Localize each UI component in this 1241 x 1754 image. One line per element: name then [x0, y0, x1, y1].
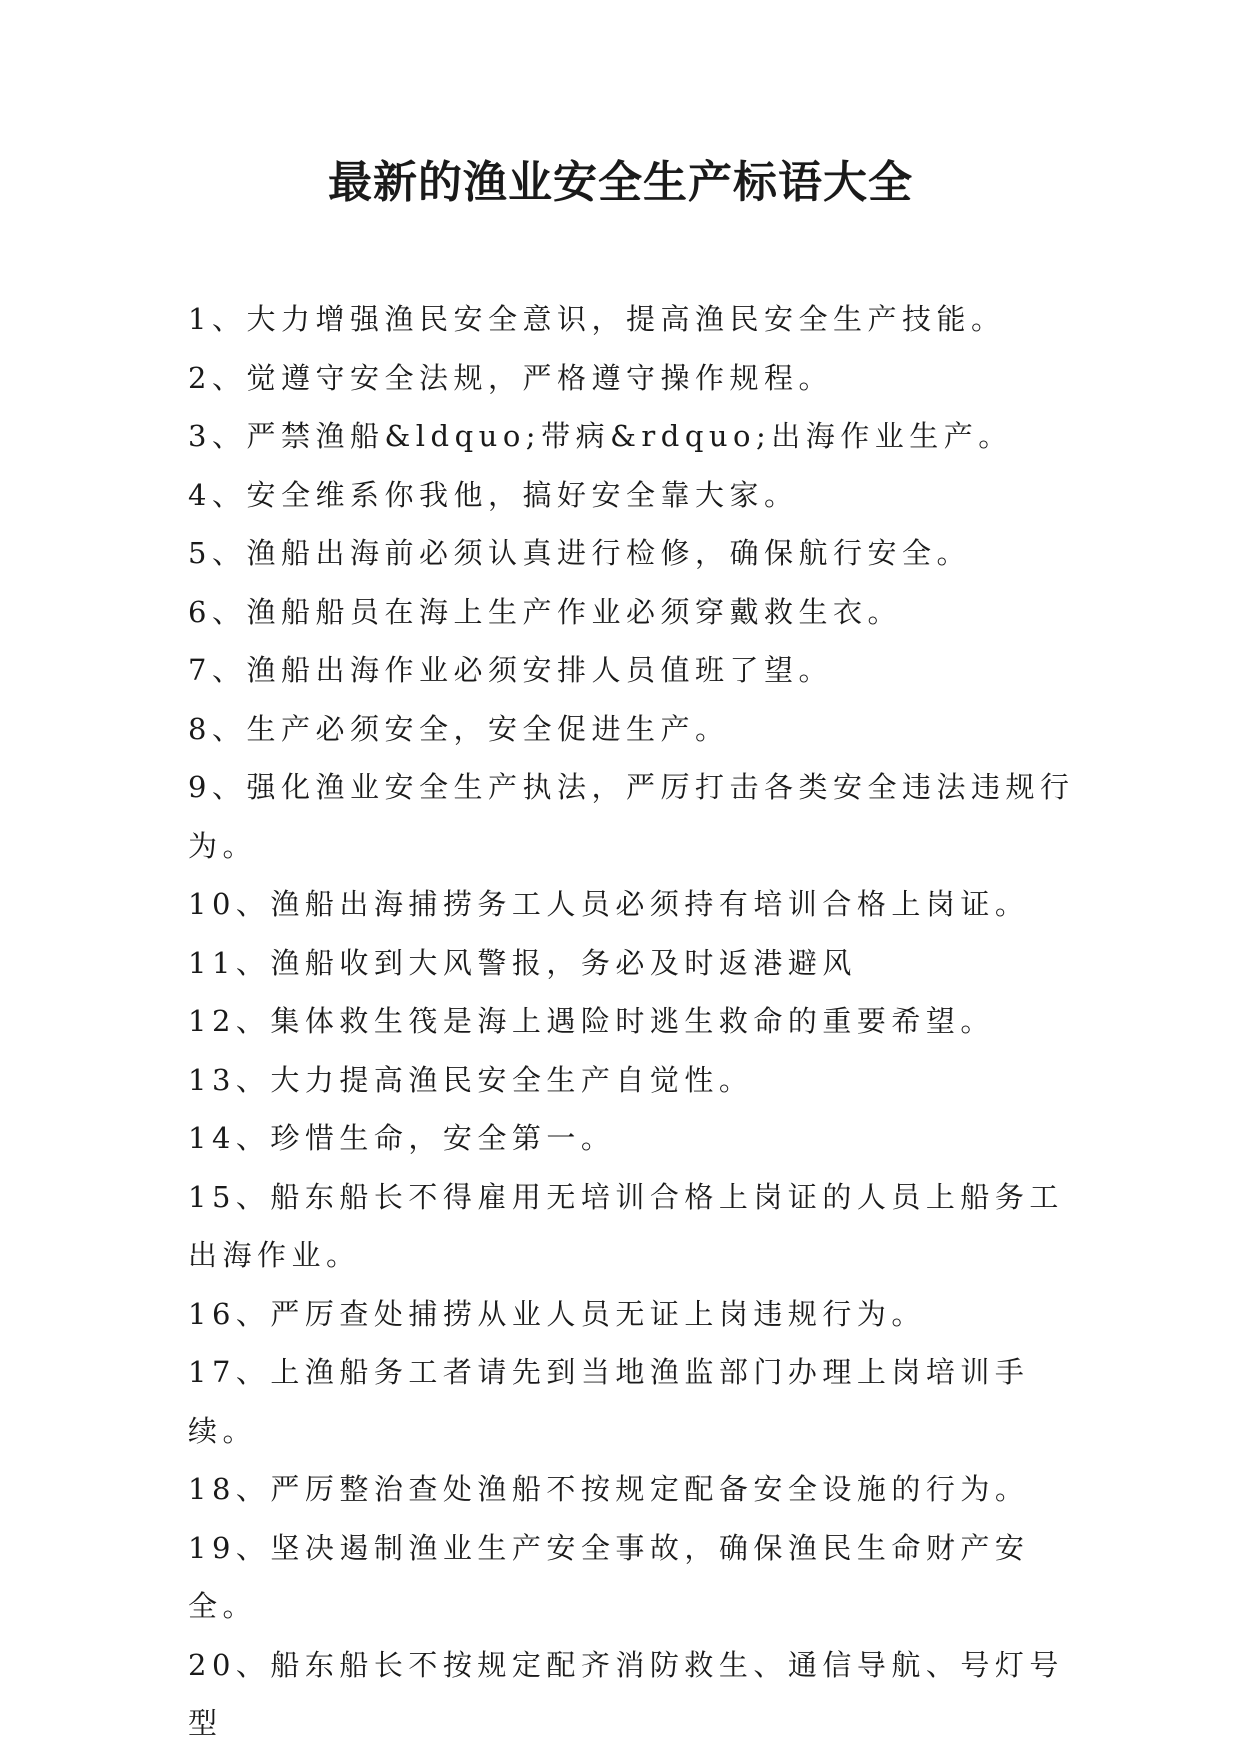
slogan-item: 13、大力提高渔民安全生产自觉性。	[188, 1062, 754, 1097]
slogan-item: 9、强化渔业安全生产执法，严厉打击各类安全违法违规行为。	[188, 770, 1075, 863]
slogan-item: 6、渔船船员在海上生产作业必须穿戴救生衣。	[188, 594, 902, 629]
slogan-item: 12、集体救生筏是海上遇险时逃生救命的重要希望。	[188, 1004, 995, 1038]
slogan-item: 19、坚决遏制渔业生产安全事故，确保渔民生命财产安全。	[188, 1530, 1030, 1623]
slogan-item: 1、大力增强渔民安全意识，提高渔民安全生产技能。	[188, 302, 1006, 336]
slogan-item: 17、上渔船务工者请先到当地渔监部门办理上岗培训手续。	[188, 1355, 1030, 1448]
slogan-item: 14、珍惜生命，安全第一。	[188, 1121, 616, 1155]
slogan-item: 16、严厉查处捕捞从业人员无证上岗违规行为。	[188, 1296, 926, 1331]
slogan-item: 15、船东船长不得雇用无培训合格上岗证的人员上船务工出海作业。	[188, 1179, 1064, 1272]
slogan-item: 18、严厉整治查处渔船不按规定配备安全设施的行为。	[188, 1472, 1030, 1506]
slogan-item: 2、觉遵守安全法规，严格遵守操作规程。	[188, 360, 833, 395]
slogan-item: 3、严禁渔船&ldquo;带病&rdquo;出海作业生产。	[188, 419, 1013, 453]
slogan-list	[188, 290, 1078, 1753]
slogan-item: 20、船东船长不按规定配齐消防救生、通信导航、号灯号型	[188, 1647, 1064, 1740]
document-title: 最新的渔业安全生产标语大全	[328, 157, 913, 208]
slogan-item: 4、安全维系你我他，搞好安全靠大家。	[188, 477, 799, 512]
slogan-item: 8、生产必须安全，安全促进生产。	[188, 711, 730, 746]
slogan-item: 10、渔船出海捕捞务工人员必须持有培训合格上岗证。	[188, 887, 1030, 921]
slogan-item: 7、渔船出海作业必须安排人员值班了望。	[188, 653, 833, 687]
slogan-item: 5、渔船出海前必须认真进行检修，确保航行安全。	[188, 536, 971, 570]
slogan-item: 11、渔船收到大风警报，务必及时返港避风	[188, 945, 857, 980]
